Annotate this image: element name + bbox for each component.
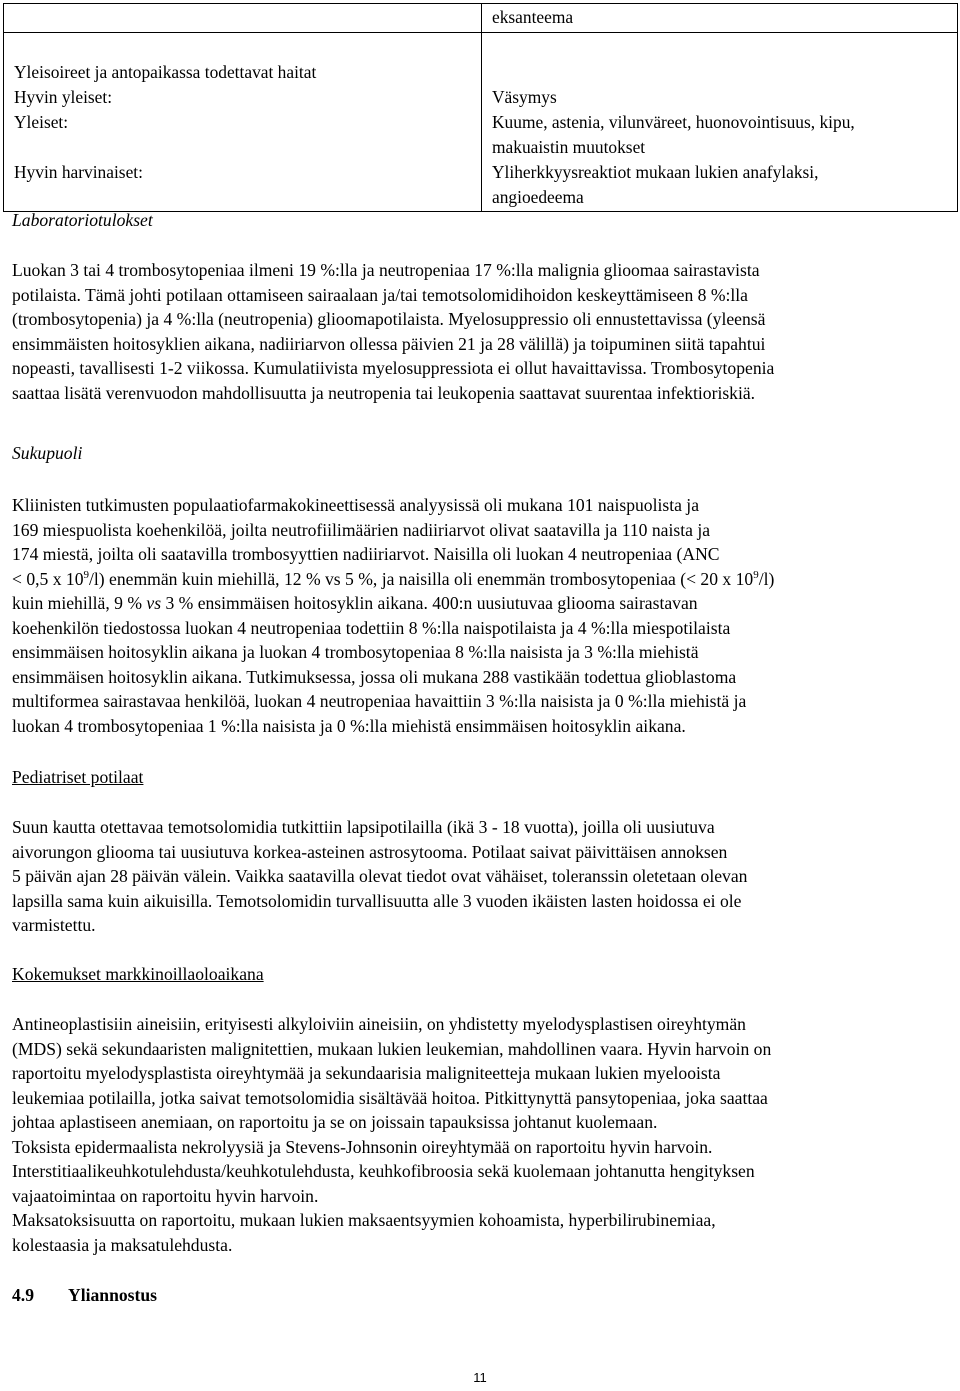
paragraph-line: Suun kautta otettavaa temotsolomidia tutkittiin lapsipotilailla (ikä 3 - 18 vuotta), joilla oli uusiutuva — [12, 817, 715, 837]
paragraph-line: Antineoplastisiin aineisiin, erityisesti alkyloiviin aineisiin, on yhdistetty myelodysplastisen oireyhtymän — [12, 1014, 746, 1034]
paragraph-line: Maksatoksisuutta on raportoitu, mukaan lukien maksaentsyymien kohoamista, hyperbilirubinemiaa, — [12, 1210, 716, 1230]
paragraph-line: saattaa lisätä verenvuodon mahdollisuutta ja neutropenia tai leukopenia saattavat suurentaa infektioriskiä. — [12, 382, 756, 403]
paragraph-line: (trombosytopenia) ja 4 %:lla (neutropenia) glioomapotilaista. Myelosuppressio oli ennustettavissa (yleensä — [12, 309, 766, 329]
effect-text: Väsymys — [492, 87, 557, 107]
postmarketing-paragraph — [12, 1012, 956, 1257]
laboratory-paragraph — [12, 258, 956, 405]
table-body-row — [4, 33, 958, 212]
paragraph-line: ensimmäisen hoitosyklin aikana ja luokan 4 trombosytopeniaa 8 %:lla naisista ja 3 %:lla miehistä — [12, 642, 699, 662]
paragraph-line — [12, 591, 956, 616]
italic-vs: vs — [146, 593, 162, 613]
paragraph-line: nopeasti, tavallisesti 1-2 viikossa. Kumulatiivista myelosuppressiota ei ollut havaittavissa. Trombosytopenia — [12, 358, 775, 378]
paragraph-line: varmistettu. — [12, 915, 96, 935]
paragraph-line: potilaista. Tämä johti potilaan ottamiseen sairaalaan ja/tai temotsolomidihoidon keskeyttämiseen 8 %:lla — [12, 284, 748, 305]
effect-text: makuaistin muutokset — [492, 137, 646, 157]
superscript: 9 — [83, 568, 90, 581]
frequency-label: Hyvin yleiset: — [14, 87, 113, 107]
table-cell-continuation: eksanteema — [482, 4, 958, 33]
paragraph-line: Kliinisten tutkimusten populaatiofarmakokineettisessä analyysissä oli mukana 101 naispuolista ja — [12, 495, 700, 515]
paragraph-line: Luokan 3 tai 4 trombosytopeniaa ilmeni 19 %:lla ja neutropeniaa 17 %:lla malignia glioomaa sairastavista — [12, 260, 760, 280]
postmarketing-heading: Kokemukset markkinoillaoloaikana — [12, 964, 264, 984]
gender-heading: Sukupuoli — [12, 443, 83, 463]
table-section-title: Yleisoireet ja antopaikassa todettavat haitat — [14, 62, 317, 82]
paragraph-line: lapsilla sama kuin aikuisilla. Temotsolomidin turvallisuutta alle 3 vuoden ikäisten lasten hoidossa ei ole — [12, 890, 742, 911]
text-span: /l) — [758, 568, 775, 589]
paragraph-line: 5 päivän ajan 28 päivän välein. Vaikka saatavilla olevat tiedot ovat vähäiset, toleranssin oletetaan olevan — [12, 866, 748, 886]
paragraph-line: kolestaasia ja maksatulehdusta. — [12, 1234, 233, 1255]
section-heading-overdose — [12, 1283, 956, 1308]
pediatric-paragraph — [12, 815, 956, 938]
paragraph-line: ensimmäisen hoitosyklin aikana. Tutkimuksessa, jossa oli mukana 288 vastikään todettua glioblastoma — [12, 666, 737, 687]
page-number: 11 — [473, 1370, 487, 1385]
section-title: Yliannostus — [68, 1285, 157, 1305]
paragraph-line: Interstitiaalikeuhkotulehdusta/keuhkotulehdusta, keuhkofibroosia sekä kuolemaan johtanutta hengityksen — [12, 1161, 755, 1181]
text-span: /l) enemmän kuin miehillä, 12 % vs 5 %, ja naisilla oli enemmän trombosytopeniaa (< 20 x 10 — [89, 568, 754, 589]
paragraph-line: 169 miespuolista koehenkilöä, joilta neutrofiilimäärien nadiiriarvot olivat saatavilla ja 110 naista ja — [12, 519, 711, 540]
paragraph-line: (MDS) sekä sekundaaristen malignitettien, mukaan lukien leukemian, mahdollinen vaara. Hyvin harvoin on — [12, 1038, 772, 1059]
paragraph-line: koehenkilön tiedostossa luokan 4 neutropeniaa todettiin 8 %:lla naispotilaista ja 4 %:lla miespotilaista — [12, 617, 731, 638]
adverse-effects-table — [3, 3, 958, 212]
paragraph-line: ensimmäisten hoitosyklien aikana, nadiiriarvon ollessa päivien 21 ja 28 välillä) ja toipuminen siitä tapahtui — [12, 333, 766, 354]
paragraph-line: vajaatoimintaa on raportoitu hyvin harvoin. — [12, 1185, 319, 1206]
paragraph-line: 174 miestä, joilta oli saatavilla trombosyyttien nadiiriarvot. Naisilla oli luokan 4 neutropeniaa (ANC — [12, 544, 720, 564]
paragraph-line: aivorungon gliooma tai uusiutuva korkea-asteinen astrosytooma. Potilaat saivat päivittäisen annoksen — [12, 841, 728, 862]
frequency-label: Hyvin harvinaiset: — [14, 162, 143, 182]
effect-text: Kuume, astenia, vilunväreet, huonovointisuus, kipu, — [492, 112, 855, 132]
text-span: kuin miehillä, 9 % — [12, 593, 147, 613]
table-frequency-column — [4, 33, 482, 212]
gender-paragraph — [12, 493, 956, 738]
table-effects-column — [482, 33, 958, 212]
paragraph-line: johtaa aplastiseen anemiaan, on raportoitu ja se on joissain tapauksissa johtanut kuolemaan. — [12, 1112, 658, 1132]
paragraph-line — [12, 567, 956, 592]
effect-text: angioedeema — [492, 187, 584, 207]
paragraph-line: luokan 4 trombosytopeniaa 1 %:lla naisista ja 0 %:lla miehistä ensimmäisen hoitosyklin aikana. — [12, 715, 686, 736]
table-continuation-row — [4, 4, 958, 33]
paragraph-line: leukemiaa potilailla, jotka saivat temotsolomidia sisältävää hoitoa. Pitkittynyttä pansytopeniaa, joka saattaa — [12, 1087, 768, 1108]
text-span: 3 % ensimmäisen hoitosyklin aikana. 400:n uusiutuvaa gliooma sairastavan — [161, 593, 698, 613]
effect-text: Yliherkkyysreaktiot mukaan lukien anafylaksi, — [492, 162, 819, 182]
paragraph-line: raportoitu myelodysplastista oireyhtymää ja sekundaarisia maligniteetteja mukaan lukien myelooista — [12, 1063, 721, 1083]
frequency-label: Yleiset: — [14, 112, 69, 132]
table-cell-empty — [4, 4, 482, 33]
laboratory-heading: Laboratoriotulokset — [12, 210, 153, 230]
paragraph-line: Toksista epidermaalista nekrolyysiä ja Stevens-Johnsonin oireyhtymää on raportoitu hyvin harvoin. — [12, 1136, 713, 1157]
superscript: 9 — [753, 568, 759, 581]
paragraph-line: multiformea sairastavaa henkilöä, luokan 4 neutropeniaa havaittiin 3 %:lla naisista ja 0 %:lla miehistä ja — [12, 691, 747, 711]
text-span: < 0,5 x 10 — [12, 568, 84, 589]
pediatric-heading: Pediatriset potilaat — [12, 767, 144, 787]
section-number: 4.9 — [12, 1285, 34, 1305]
